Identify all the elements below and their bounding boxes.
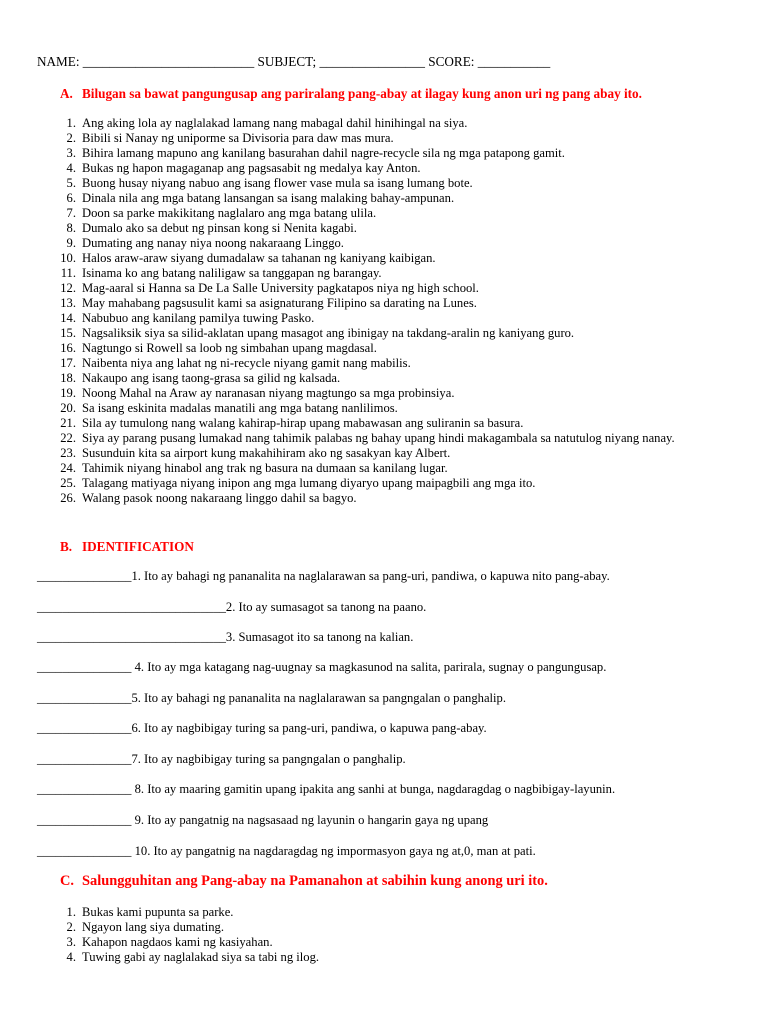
item-text: Sila ay tumulong nang walang kahirap-hirap upang mabawasan ang suliranin sa basura. [82,416,524,430]
list-item [58,296,748,311]
item-number: 5. [66,176,76,190]
item-text: Siya ay parang pusang lumakad nang tahimik palabas ng bahay upang hindi makagambala sa natutulog niyang nanay. [82,431,675,445]
item-text: Nakaupo ang isang taong-grasa sa gilid ng kalsada. [82,371,341,385]
list-item [58,326,748,341]
item-text: Mag-aaral si Hanna sa De La Salle University pagkatapos niya ng high school. [82,281,479,295]
item-number: 26. [60,491,76,505]
list-item [58,176,748,191]
section-a-list [58,116,748,506]
list-item [58,431,748,446]
item-text: Ngayon lang siya dumating. [82,920,225,934]
list-item [58,446,748,461]
identification-item: _______________ 9. Ito ay pangatnig na nagsasaad ng layunin o hangarin gaya ng upang [37,813,489,827]
item-number: 22. [60,431,76,445]
section-c-list [58,905,658,965]
item-number: 20. [60,401,76,415]
identification-item: _______________ 10. Ito ay pangatnig na nagdaragdag ng impormasyon gaya ng at,0, man at pati. [37,844,536,858]
list-item [58,491,748,506]
list-item [58,341,748,356]
identification-item: _______________ 4. Ito ay mga katagang nag-uugnay sa magkasunod na salita, parirala, sugnay o pangungusap. [37,660,607,674]
item-number: 14. [60,311,76,325]
list-item [58,920,658,935]
item-number: 24. [60,461,76,475]
list-item [58,950,658,965]
item-number: 12. [60,281,76,295]
item-number: 1. [66,905,76,919]
item-number: 19. [60,386,76,400]
list-item [58,311,748,326]
list-item [58,401,748,416]
list-item [58,905,658,920]
item-text: Sa isang eskinita madalas manatili ang mga batang nanlilimos. [82,401,398,415]
item-text: Bibili si Nanay ng uniporme sa Divisoria para daw mas mura. [82,131,394,145]
item-number: 4. [66,950,76,964]
item-number: 16. [60,341,76,355]
item-text: Buong husay niyang nabuo ang isang flower vase mula sa isang lumang bote. [82,176,473,190]
item-text: Nagtungo si Rowell sa loob ng simbahan upang magdasal. [82,341,377,355]
identification-item: _______________6. Ito ay nagbibigay turing sa pang-uri, pandiwa, o kapuwa pang-abay. [37,721,487,735]
item-text: Susunduin kita sa airport kung makahihiram ako ng sasakyan kay Albert. [82,446,451,460]
item-text: Walang pasok noong nakaraang linggo dahil sa bagyo. [82,491,357,505]
item-text: Nabubuo ang kanilang pamilya tuwing Pasko. [82,311,315,325]
list-item [58,206,748,221]
section-b-title-text: IDENTIFICATION [82,539,194,554]
item-number: 18. [60,371,76,385]
item-number: 2. [66,920,76,934]
item-text: Dumalo ako sa debut ng pinsan kong si Nenita kagabi. [82,221,357,235]
item-text: Tahimik niyang hinabol ang trak ng basura na dumaan sa kanilang lugar. [82,461,448,475]
list-item [58,266,748,281]
item-number: 9. [66,236,76,250]
identification-item: _______________5. Ito ay bahagi ng pananalita na naglalarawan sa pangngalan o panghalip. [37,691,506,705]
section-c-title [60,874,548,889]
item-text: Dumating ang nanay niya noong nakaraang Linggo. [82,236,344,250]
list-item [58,236,748,251]
list-item [58,935,658,950]
item-text: Talagang matiyaga niyang inipon ang mga lumang diyaryo upang maipagbili ang mga ito. [82,476,536,490]
section-a-letter: A. [60,86,73,101]
item-number: 17. [60,356,76,370]
item-text: Doon sa parke makikitang naglalaro ang mga batang ulila. [82,206,377,220]
item-text: Dinala nila ang mga batang lansangan sa isang malaking bahay-ampunan. [82,191,455,205]
item-number: 2. [66,131,76,145]
item-number: 23. [60,446,76,460]
item-text: Ang aking lola ay naglalakad lamang nang mabagal dahil hinihingal na siya. [82,116,468,130]
list-item [58,161,748,176]
item-number: 8. [66,221,76,235]
item-number: 11. [60,266,76,280]
section-c-letter: C. [60,873,74,889]
header-fields: NAME: __________________________ SUBJECT; ________________ SCORE: ___________ [37,54,551,69]
item-text: Naibenta niya ang lahat ng ni-recycle niyang gamit nang mabilis. [82,356,411,370]
item-number: 4. [66,161,76,175]
list-item [58,356,748,371]
item-text: Bukas kami pupunta sa parke. [82,905,234,919]
section-b-letter: B. [60,539,73,554]
item-text: Halos araw-araw siyang dumadalaw sa tahanan ng kaniyang kaibigan. [82,251,436,265]
section-c-title-text: Salungguhitan ang Pang-abay na Pamanahon at sabihin kung anong uri ito. [82,873,548,889]
list-item [58,146,748,161]
identification-item: ______________________________2. Ito ay sumasagot sa tanong na paano. [37,600,427,614]
item-text: Isinama ko ang batang naliligaw sa tanggapan ng barangay. [82,266,382,280]
item-text: Noong Mahal na Araw ay naranasan niyang magtungo sa mga probinsiya. [82,386,455,400]
item-number: 25. [60,476,76,490]
identification-item: _______________7. Ito ay nagbibigay turing sa pangngalan o panghalip. [37,752,406,766]
item-text: May mahabang pagsusulit kami sa asignaturang Filipino sa darating na Lunes. [82,296,477,310]
item-text: Kahapon nagdaos kami ng kasiyahan. [82,935,273,949]
item-text: Bukas ng hapon magaganap ang pagsasabit ng medalya kay Anton. [82,161,421,175]
list-item [58,461,748,476]
item-number: 1. [66,116,76,130]
list-item [58,371,748,386]
section-a-title [60,86,642,101]
item-number: 13. [60,296,76,310]
item-number: 10. [60,251,76,265]
section-a-title-text: Bilugan sa bawat pangungusap ang pariralang pang-abay at ilagay kung anon uri ng pang abay ito. [82,86,642,101]
item-number: 21. [60,416,76,430]
section-b-title [60,539,194,554]
item-number: 3. [66,935,76,949]
list-item [58,416,748,431]
item-number: 3. [66,146,76,160]
item-number: 7. [66,206,76,220]
list-item [58,191,748,206]
list-item [58,251,748,266]
item-text: Tuwing gabi ay naglalakad siya sa tabi ng ilog. [82,950,320,964]
list-item [58,116,748,131]
list-item [58,131,748,146]
list-item [58,386,748,401]
item-number: 15. [60,326,76,340]
list-item [58,221,748,236]
item-number: 6. [66,191,76,205]
identification-item: _______________ 8. Ito ay maaring gamitin upang ipakita ang sanhi at bunga, nagdaragdag o nagbibigay-layunin. [37,782,616,796]
item-text: Bihira lamang mapuno ang kanilang basurahan dahil nagre-recycle sila ng mga patapong gamit. [82,146,565,160]
list-item [58,281,748,296]
identification-item: _______________1. Ito ay bahagi ng pananalita na naglalarawan sa pang-uri, pandiwa, o kapuwa nito pang-abay. [37,569,610,583]
item-text: Nagsaliksik siya sa silid-aklatan upang masagot ang ibinigay na takdang-aralin ng kaniyang guro. [82,326,575,340]
identification-item: ______________________________3. Sumasagot ito sa tanong na kalian. [37,630,414,644]
list-item [58,476,748,491]
